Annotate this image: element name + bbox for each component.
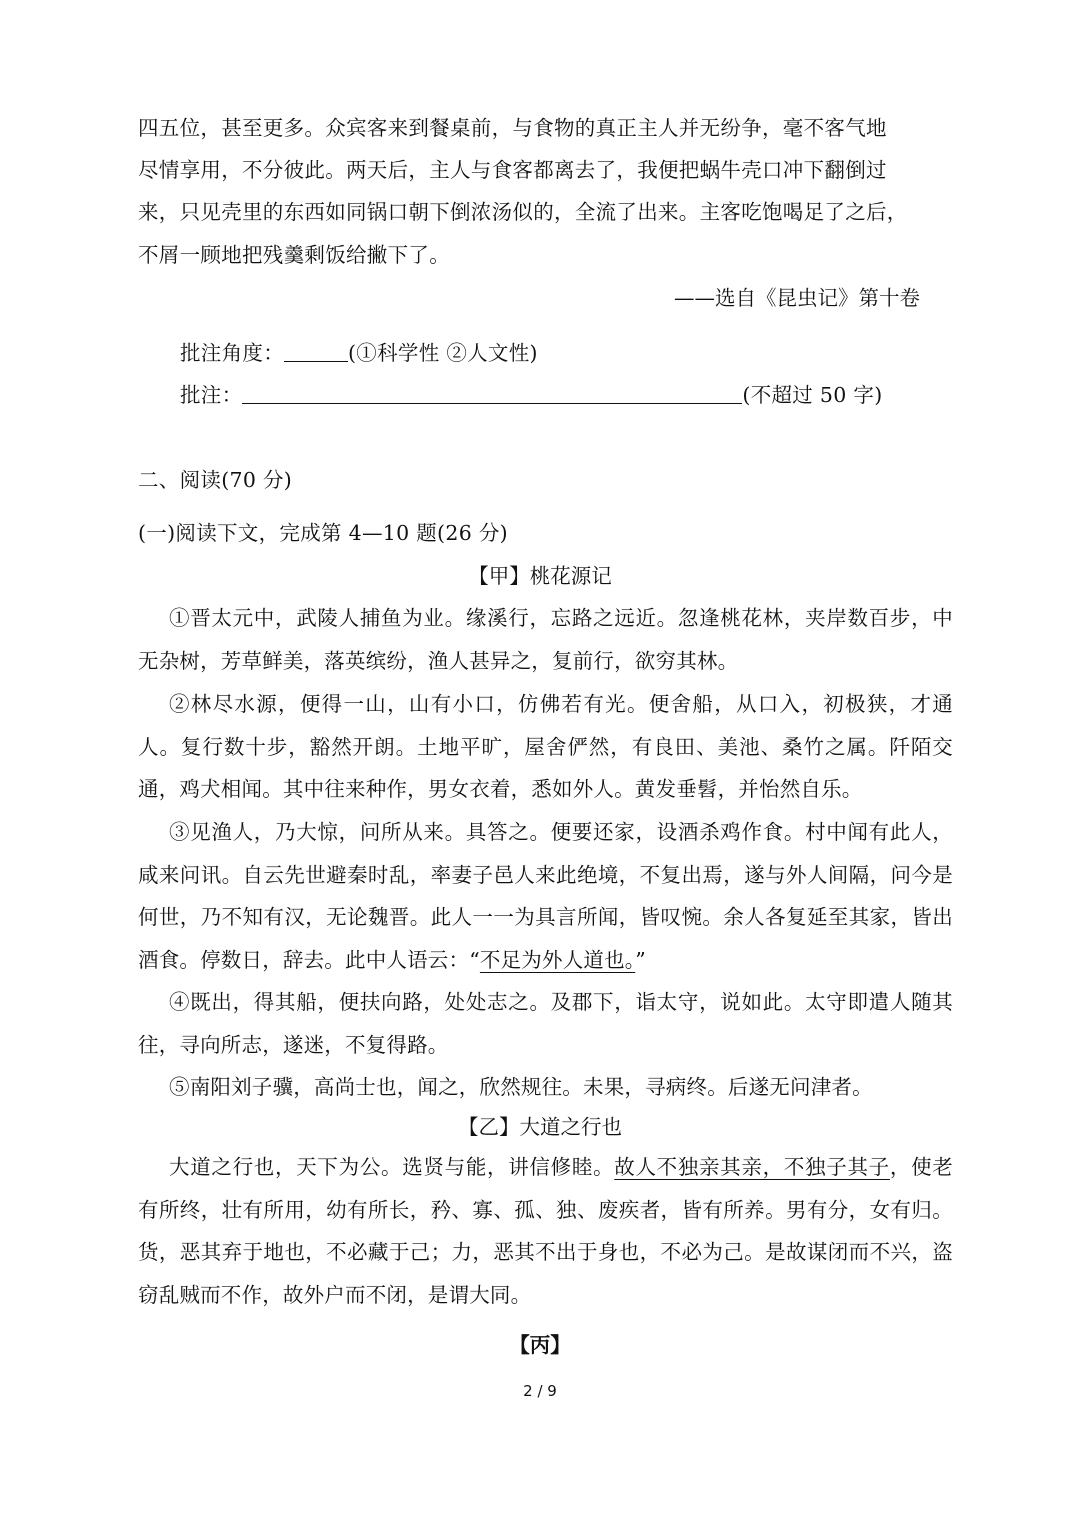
underlined-quote: 不足为外人道也。	[479, 947, 636, 972]
text-jia-paragraph-3	[138, 811, 953, 981]
note-answer-blank[interactable]	[242, 381, 742, 404]
annotation-note-label: 批注：	[180, 383, 243, 407]
yi-text-rest: ，使老有所终，壮有所用，幼有所长，矜、寡、孤、独、废疾者，皆有所养。男有分，女有归。货，恶其弃于地也，不必藏于己；力，恶其不出于身也，不必为己。是故谋闭而不兴，盗窃乱贼而不作，故外户而不闭，是谓大同。	[138, 1155, 953, 1307]
section-title: 二、阅读(70 分)	[138, 468, 293, 492]
text-jia-paragraph-2: ②林尽水源，便得一山，山有小口，仿佛若有光。便舍船，从口入，初极狭，才通人。复行数十步，豁然开朗。土地平旷，屋舍俨然，有良田、美池、桑竹之属。阡陌交通，鸡犬相闻。其中往来种作，男女衣着，悉如外人。黄发垂髫，并怡然自乐。	[138, 692, 953, 802]
closing-quote: ”	[635, 947, 646, 972]
text-jia-paragraph-1: ①晋太元中，武陵人捕鱼为业。缘溪行，忘路之远近。忽逢桃花林，夹岸数百步，中无杂树，芳草鲜美，落英缤纷，渔人甚异之，复前行，欲穷其林。	[138, 606, 953, 673]
text-jia-paragraph-5: ⑤南阳刘子骥，高尚士也，闻之，欣然规往。未果，寻病终。后遂无问津者。	[169, 1075, 873, 1099]
underlined-sentence: 故人不独亲其亲，不独子其子	[614, 1155, 890, 1179]
annotation-angle-options: (①科学性 ②人文性)	[348, 341, 538, 365]
excerpt-line: 尽情享用，不分彼此。两天后，主人与食客都离去了，我便把蜗牛壳口冲下翻倒过	[138, 158, 887, 182]
annotation-angle-label: 批注角度：	[180, 341, 284, 365]
excerpt-source: ——选自《昆虫记》第十卷	[674, 286, 920, 310]
annotation-angle-row	[180, 338, 880, 368]
page-number: 2 / 9	[523, 1382, 557, 1400]
annotation-note-row	[180, 380, 900, 410]
text-jia-title: 【甲】桃花源记	[468, 564, 612, 588]
yi-text-start: 大道之行也，天下为公。选贤与能，讲信修睦。	[169, 1155, 615, 1179]
text-jia-paragraph-4: ④既出，得其船，便扶向路，处处志之。及郡下，诣太守，说如此。太守即遣人随其往，寻向所志，遂迷，不复得路。	[138, 990, 953, 1057]
text-yi-title: 【乙】大道之行也	[458, 1115, 622, 1139]
excerpt-line: 来，只见壳里的东西如同锅口朝下倒浓汤似的，全流了出来。主客吃饱喝足了之后，	[138, 200, 908, 224]
text-yi-paragraph	[138, 1146, 953, 1316]
text-bing-title: 【丙】	[509, 1333, 571, 1357]
angle-answer-blank[interactable]	[284, 339, 348, 362]
section-instruction: (一)阅读下文，完成第 4—10 题(26 分)	[138, 521, 508, 545]
excerpt-line: 四五位，甚至更多。众宾客来到餐桌前，与食物的真正主人并无纷争，毫不客气地	[138, 116, 887, 140]
annotation-note-limit: (不超过 50 字)	[742, 383, 883, 407]
paragraph-3-text: ③见渔人，乃大惊，问所从来。具答之。便要还家，设酒杀鸡作食。村中闻有此人，咸来问讯。自云先世避秦时乱，率妻子邑人来此绝境，不复出焉，遂与外人间隔，问今是何世，乃不知有汉，无论魏晋。此人一一为具言所闻，皆叹惋。余人各复延至其家，皆出酒食。停数日，辞去。此中人语云：“	[138, 820, 953, 972]
excerpt-line: 不屑一顾地把残羹剩饭给撇下了。	[138, 243, 450, 267]
